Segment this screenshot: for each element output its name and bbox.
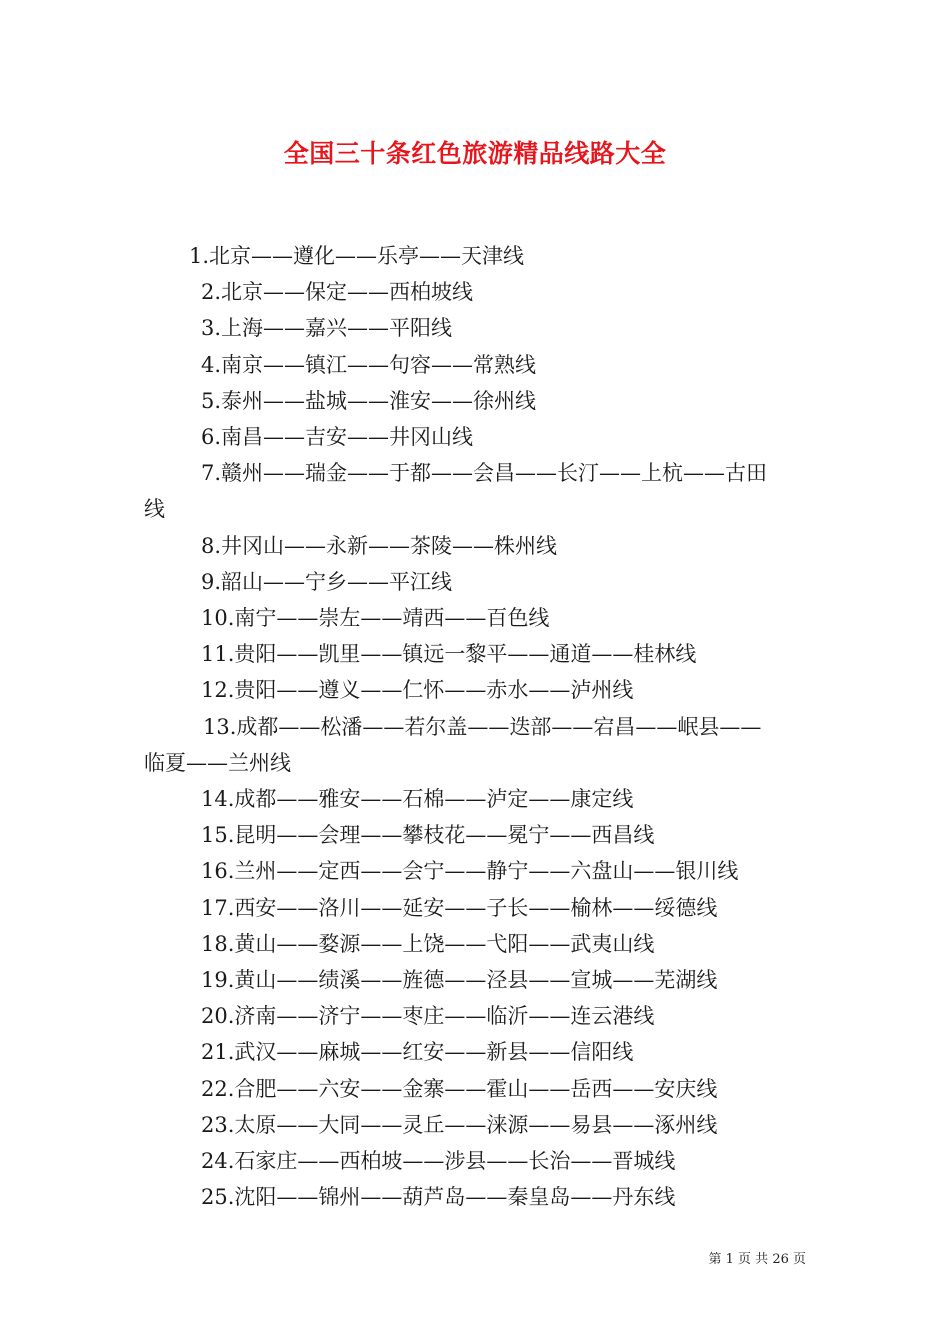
route-item: 14.成都——雅安——石棉——泸定——康定线: [201, 787, 634, 812]
route-item: 9.韶山——宁乡——平江线: [201, 569, 453, 594]
route-item-continuation: 临夏——兰州线: [144, 750, 291, 775]
route-item: 25.沈阳——锦州——葫芦岛——秦皇岛——丹东线: [201, 1185, 676, 1210]
route-item: 3.上海——嘉兴——平阳线: [201, 316, 453, 341]
page-footer: 第 1 页 共 26 页: [708, 1252, 806, 1267]
route-item: 6.南昌——吉安——井冈山线: [201, 425, 474, 450]
route-item: 12.贵阳——遵义——仁怀——赤水——泸州线: [201, 678, 634, 703]
route-item: 15.昆明——会理——攀枝花——冕宁——西昌线: [201, 823, 655, 848]
route-item-continuation: 线: [144, 497, 165, 522]
page-title: 全国三十条红色旅游精品线路大全: [283, 139, 667, 168]
route-item: 22.合肥——六安——金寨——霍山——岳西——安庆线: [201, 1076, 718, 1101]
route-item: 5.泰州——盐城——淮安——徐州线: [201, 388, 537, 413]
route-list: [144, 238, 812, 1215]
route-item: 4.南京——镇江——句容——常熟线: [201, 352, 537, 377]
route-item: 23.太原——大同——灵丘——涞源——易县——涿州线: [201, 1112, 718, 1137]
route-item: 13.成都——松潘——若尔盖——迭部——宕昌——岷县——: [203, 714, 762, 739]
route-item: 16.兰州——定西——会宁——静宁——六盘山——银川线: [201, 859, 739, 884]
route-item: 24.石家庄——西柏坡——涉县——长治——晋城线: [201, 1149, 676, 1174]
route-item: 11.贵阳——凯里——镇远一黎平——通道——桂林线: [201, 642, 697, 667]
route-item: 19.黄山——绩溪——旌德——泾县——宣城——芜湖线: [201, 968, 718, 993]
route-item: 1.北京——遵化——乐亭——天津线: [189, 244, 525, 268]
route-item: 8.井冈山——永新——茶陵——株州线: [201, 533, 558, 558]
route-item: 2.北京——保定——西柏坡线: [201, 280, 474, 305]
route-item: 20.济南——济宁——枣庄——临沂——连云港线: [201, 1004, 655, 1029]
route-item: 10.南宁——崇左——靖西——百色线: [201, 606, 550, 631]
route-item: 18.黄山——婺源——上饶——弋阳——武夷山线: [201, 931, 655, 956]
route-item: 21.武汉——麻城——红安——新县——信阳线: [201, 1040, 634, 1065]
route-item: 17.西安——洛川——延安——子长——榆林——绥德线: [201, 895, 718, 920]
route-item: 7.赣州——瑞金——于都——会昌——长汀——上杭——古田: [201, 461, 768, 486]
